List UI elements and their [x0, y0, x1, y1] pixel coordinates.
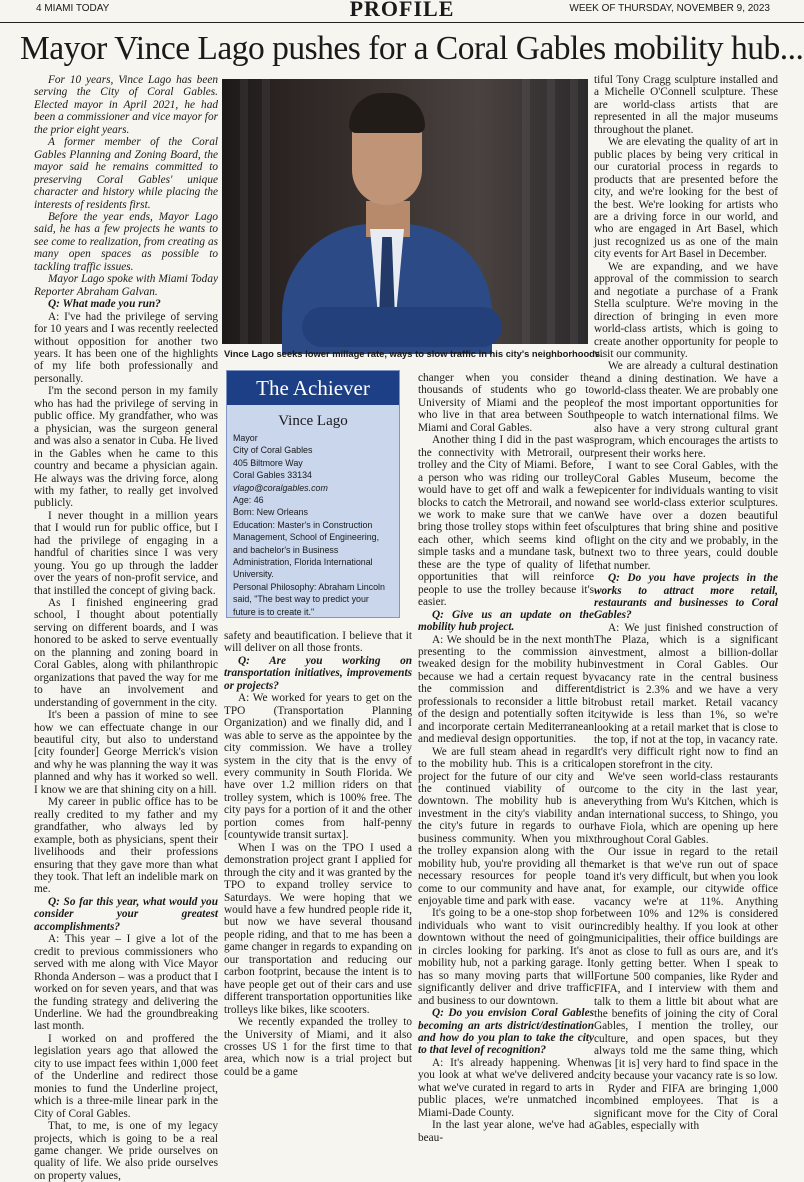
paragraph: Before the year ends, Mayor Lago said, he has a few projects he wants to see come to realization, from creating as many open spaces as possible to tackling traffic issues. — [34, 210, 218, 273]
sidebar-line: 405 Biltmore Way — [233, 457, 303, 468]
paragraph: We recently expanded the trolley to the University of Miami, and it also crosses US 1 for the first time to that area, which now is a trial project but could be a game — [224, 1016, 412, 1078]
paragraph: Ryder and FIFA are bringing 1,000 combined employees. That is a significant move for the City of Coral Gables, especially with — [594, 1082, 778, 1133]
paragraph: safety and beautification. I believe that it will deliver on all those fronts. — [224, 630, 412, 655]
paragraph: A: It's already happening. When you look at what we've delivered and what we've curated in regard to arts in public places, we're unmatched in Miami-Dade County. — [418, 1056, 594, 1119]
paragraph: When I was on the TPO I used a demonstration project grant I applied for through the city and it was granted by the TPO to expand trolley service to Saturdays. We were hoping that we would have a few hundred people ride it, but now we have several thousand people riding, and that to me has been a game changer in regards to expanding on our transportation and reducing our carbon footprint, because the intent is to have people get out of their cars and use different transportation opportunities like trolleys like bikes, like scooters. — [224, 841, 412, 1016]
paragraph: A: We just finished construction of The Plaza, which is a significant investment, almost a billion-dollar investment in Coral Gables. Our vacancy rate in the central business district is 2.3% and we have a very robust retail market. Retail vacancy citywide is less than 1%, so we're looking at a retail market that is close to the top, if not at the top, in vacancy rate. It's very difficult right now to find an open storefront in the city. — [594, 621, 778, 771]
paragraph: We are expanding, and we have approval of the commission to search and negotiate a purchase of a Frank Stella sculpture. We're moving in the direction of bringing in even more world-class artists, which is going to create another opportunity for people to visit our community. — [594, 260, 778, 360]
article-column-2 — [224, 630, 412, 1078]
paragraph: It's going to be a one-stop shop for individuals who want to visit our downtown without the need of going in circles looking for parking. It's a mobility hub, not a parking garage. It has so many moving parts that will significantly deliver and drive traffic and business to our downtown. — [418, 907, 594, 1007]
page-number: 4 MIAMI TODAY — [36, 3, 110, 14]
question: Q: Do you envision Coral Gables becoming an arts district/destination and how do you plan to take the city to that level of recognition? — [418, 1007, 594, 1057]
paragraph: A: This year – I give a lot of the credit to previous commissioners who served with me along with Vice Mayor Rhonda Anderson – was a product that I worked on for seven years, and that was the funding strategy and delivering the Underline. We had the groundbreaking last month. — [34, 933, 218, 1033]
sidebar-line: Mayor — [233, 433, 258, 443]
paragraph: I worked on and proffered the legislation years ago that allowed the city to use impact fees within 1,000 feet of the Underline and redirect those monies to fund the Underline project, which is a three-mile linear park in the City of Coral Gables. — [34, 1032, 218, 1120]
paragraph: For 10 years, Vince Lago has been serving the City of Coral Gables. Elected mayor in April 2021, he had been a commissioner and vice mayor for the prior eight years. — [34, 74, 218, 136]
paragraph: I'm the second person in my family who has had the privilege of serving in public office. My grandfather, who was a physician, was the surgeon general and was also a senator in Cuba. He lived in the Gables when he came to this country and became a physician again. He always was the driving force, along with my father, to really get involved publicly. — [34, 385, 218, 510]
sidebar-line: City of Coral Gables — [233, 445, 313, 456]
paragraph: That, to me, is one of my legacy projects, which is going to be a real game changer. We pride ourselves on quality of life. We also pride ourselves on property values, — [34, 1120, 218, 1182]
paragraph: As I finished engineering grad school, I thought about potentially serving on different boards, and I was honored to be asked to serve eventually on the planning and zoning board in Coral Gables, along with philanthropic organizations that paved the way for me to have an involvement and understanding of government in the city. — [34, 597, 218, 709]
paragraph: We are already a cultural destination and a dining destination. We have a world-class theater. We are probably one of the most important opportunities for people to watch international films. We also have a very strong cultural grant program, which encourages the artists to present their works here. — [594, 360, 778, 460]
headline: Mayor Vince Lago pushes for a Coral Gables mobility hub... — [20, 30, 804, 67]
mayor-photo — [222, 79, 588, 344]
question: Q: So far this year, what would you consider your greatest accomplishments? — [34, 895, 218, 933]
sidebar-line: Education: Master's in Construction Management, School of Engineering, and bachelor's in Business Administration, Florida International University. — [233, 519, 380, 580]
sidebar-line: Born: New Orleans — [233, 507, 308, 518]
masthead — [0, 0, 804, 23]
paragraph: Our issue in regard to the retail market is that we've run out of space and it's very difficult, but when you look at, for example, our citywide office vacancy we're at 11%. Anything between 10% and 12% is considered incredibly healthy. If you look at other municipalities, their office buildings are not as close to full as ours are, and it's only getting better. When I speak to Fortune 500 companies, like Ryder and FIFA, and I interview with them and talk to them a little bit about what are the benefits of joining the city of Coral Gables, I mention the trolley, our culture, and open spaces, but they always told me the same thing, which was [it is] very hard to find space in the city because your vacancy rate is so low. — [594, 846, 778, 1083]
sidebar-details — [227, 432, 399, 618]
paragraph: I want to see Coral Gables, with the Coral Gables Museum, become the epicenter for individuals wanting to visit and see world-class exterior sculptures. We have over a dozen beautiful sculptures that bring shine and positive light on the city and we probably, in the next two to three years, could double that number. — [594, 460, 778, 572]
achiever-sidebar — [226, 370, 400, 618]
paragraph: In the last year alone, we've had a beau- — [418, 1119, 594, 1144]
sidebar-email: vlago@coralgables.com — [233, 482, 328, 493]
sidebar-line: Age: 46 — [233, 495, 264, 506]
section-title: PROFILE — [349, 0, 455, 21]
article-column-3 — [418, 372, 594, 1144]
paragraph: tiful Tony Cragg sculpture installed and a Michelle O'Connell sculpture. These are world-class artists that are represented in all the major museums throughout the planet. — [594, 74, 778, 136]
question: Q: Do you have projects in the works to attract more retail, restaurants and businesses to Coral Gables? — [594, 572, 778, 622]
article-column-1 — [34, 74, 218, 1182]
paragraph: Another thing I did in the past was the connectivity with Metrorail, our trolley and the City of Miami. Before, a person who was riding our trolley would have to get off and walk a few blocks to catch the Metrorail, and now we work to make sure that we can bring those trolley stops within feet of each other, which seems kind of simple tasks and a mundane task, but these are the type of quality of life opportunities that will reinforce people to use the trolley because it's easier. — [418, 434, 594, 609]
paragraph: It's been a passion of mine to see how we can effectuate change in our beautiful city, but also to understand [city founder] George Merrick's vision and why he was planning the way it was planned and why has it worked so well. I know we are that shining city on a hill. — [34, 709, 218, 796]
paragraph: I never thought in a million years that I would run for public office, but I had the privilege of engaging in a handful of charities since I was very young. You go up through the ladder over the years of non-profit service, and that instilled the concept of giving back. — [34, 509, 218, 597]
paragraph: A: We should be in the next month presenting to the commission a tweaked design for the mobility hub because we had a certain request by the commission and different professionals to reconsider a little bit of the design and potentially soften it and incorporate certain Mediterranean and medieval design opportunities. — [418, 633, 594, 746]
sidebar-line: Personal Philosophy: Abraham Lincoln said, "The best way to predict your future is to create it." — [233, 581, 385, 617]
paragraph: My career in public office has to be really credited to my father and my grandfather, who always led by example, both as physicians, spent their livelihoods and their professions ensuring that they gave more than what they took. That left an indelible mark on me. — [34, 796, 218, 896]
sidebar-line: Coral Gables 33134 — [233, 470, 312, 481]
paragraph: A: We worked for years to get on the TPO (Transportation Planning Organization) and we finally did, and I was able to serve as the appointee by the city commission. We have a trolley system in the city that is the envy of every community in South Florida. We have over 1.2 million riders on that trolley system, which is 100% free. The city pays for a portion of it and the other portion comes from half-penny [countywide transit surtax]. — [224, 692, 412, 842]
article-column-4 — [594, 74, 778, 1133]
question: Q: Give us an update on the mobility hub project. — [418, 608, 594, 634]
sidebar-name: Vince Lago — [278, 413, 348, 429]
paragraph: We've seen world-class restaurants come to the city in the last year, everything from Wu's Kitchen, which is an international success, to Shingo, you have Fiola, which are opening up here throughout Coral Gables. — [594, 771, 778, 846]
sidebar-title: The Achiever — [227, 371, 399, 405]
paragraph: We are elevating the quality of art in public places by being very critical in our curatorial process in regards to products that are presented before the city, and we're looking for the best of the best. We're looking for artists who are a driving force in our world, and who are engaged in Art Basel, which just recognized us as one of the main city events for Art Basel in December. — [594, 136, 778, 261]
paragraph: A former member of the Coral Gables Planning and Zoning Board, the mayor said he remains committed to preserving Coral Gables' unique character and history while placing the interests of residents first. — [34, 136, 218, 211]
paragraph: A: I've had the privilege of serving for 10 years and I was recently reelected without opposition for another two years. It has been one of the highlights of my life both professionally and personally. — [34, 310, 218, 385]
question: Q: Are you working on transportation initiatives, improvements or projects? — [224, 654, 412, 692]
paragraph: Mayor Lago spoke with Miami Today Reporter Abraham Galvan. — [34, 273, 218, 298]
paragraph: changer when you consider the thousands of students who go to University of Miami and the people who live in that area between South Miami and Coral Gables. — [418, 372, 594, 434]
issue-date: WEEK OF THURSDAY, NOVEMBER 9, 2023 — [569, 3, 770, 14]
photo-caption: Vince Lago seeks lower millage rate, ways to slow traffic in his city's neighborhoods. — [224, 348, 603, 359]
question: Q: What made you run? — [48, 298, 161, 311]
paragraph: We are full steam ahead in regard to the mobility hub. This is a critical project for the future of our city and the continued viability of our downtown. The mobility hub is an investment in the city's viability and the city's future in regards to our business community. When you mix the trolley expansion along with the mobility hub, you're providing all the necessary resources for people to come to our community and have an enjoyable time and park with ease. — [418, 745, 594, 908]
